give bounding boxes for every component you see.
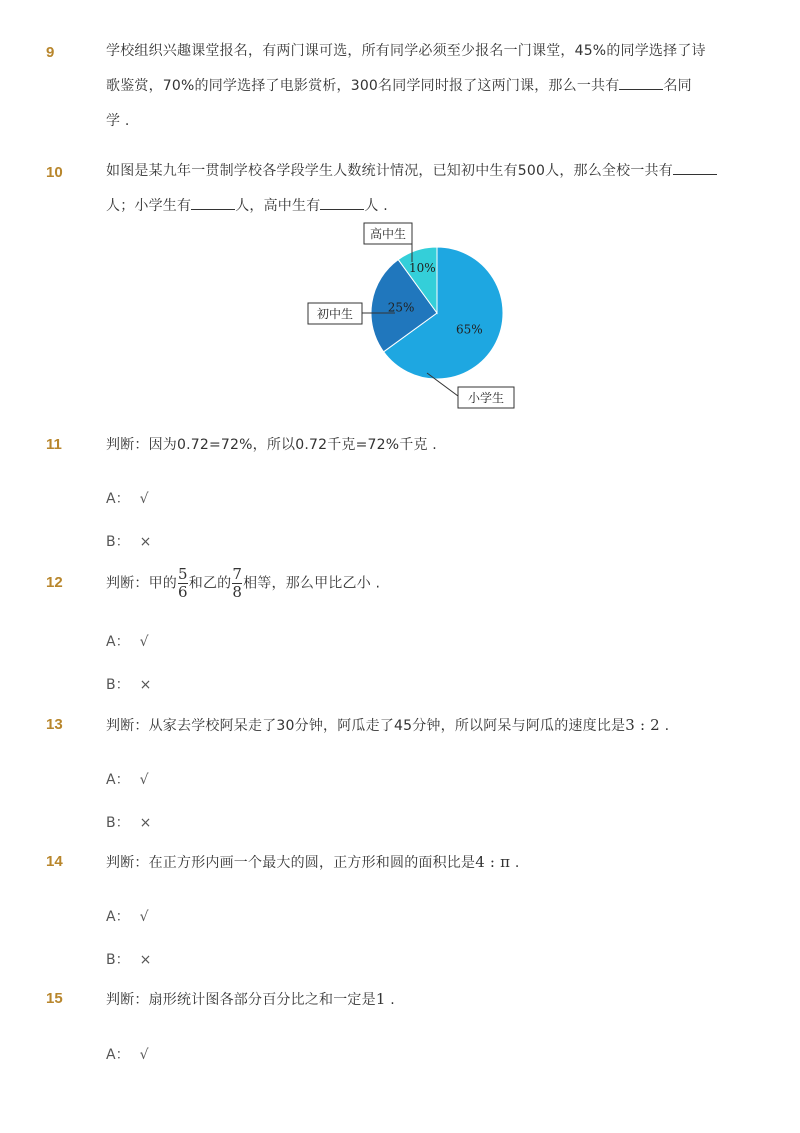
question-number: 12: [46, 574, 63, 591]
check-icon: √: [139, 772, 149, 788]
option-a[interactable]: [106, 488, 149, 508]
pie-value-label: 25%: [387, 300, 415, 315]
cross-icon: ×: [139, 677, 152, 693]
option-label: A：: [106, 772, 130, 788]
pie-value-label: 65%: [455, 322, 483, 337]
pie-value-label: 10%: [408, 260, 436, 275]
answer-blank[interactable]: [673, 160, 717, 175]
question-text-part: 判断：甲的: [106, 575, 177, 592]
fraction-denominator: 6: [178, 583, 188, 601]
question-text-part: 人，高中生有: [235, 198, 321, 214]
option-label: A：: [106, 491, 130, 507]
option-b[interactable]: [106, 531, 151, 551]
pie-category-label: 初中生: [316, 307, 354, 321]
question-number: 10: [46, 164, 63, 181]
answer-blank[interactable]: [191, 195, 235, 210]
pie-category-label: 小学生: [467, 391, 505, 405]
question-text-part: 相等，那么甲比乙小 .: [243, 575, 381, 592]
question-number: 14: [46, 853, 63, 870]
question-text-part: .: [659, 718, 670, 734]
option-a[interactable]: [106, 1044, 149, 1064]
option-a[interactable]: [106, 906, 149, 926]
question-line: [106, 154, 726, 189]
option-label: B：: [106, 677, 130, 693]
question-text: [106, 154, 726, 224]
option-label: B：: [106, 815, 130, 831]
option-a[interactable]: [106, 769, 149, 789]
answer-blank[interactable]: [619, 75, 663, 90]
math-expression: 1: [375, 990, 386, 1008]
answer-blank[interactable]: [320, 195, 364, 210]
cross-icon: ×: [139, 534, 152, 550]
question-text: [106, 708, 726, 744]
option-a[interactable]: [106, 631, 149, 651]
check-icon: √: [139, 1047, 149, 1063]
fraction: [232, 566, 242, 601]
question-text-part: .: [385, 992, 395, 1008]
option-b[interactable]: [106, 674, 151, 694]
fraction-denominator: 8: [232, 583, 243, 601]
option-label: A：: [106, 909, 130, 925]
option-label: A：: [106, 1047, 130, 1063]
question-text-part: 和乙的: [188, 575, 232, 592]
option-label: B：: [106, 534, 130, 550]
cross-icon: ×: [139, 815, 152, 831]
fraction: [178, 566, 188, 601]
option-b[interactable]: [106, 812, 151, 832]
question-number: 15: [46, 990, 63, 1007]
question-text-part: 判断：扇形统计图各部分百分比之和一定是: [106, 992, 376, 1008]
question-text: [106, 982, 726, 1018]
cross-icon: ×: [139, 952, 152, 968]
pie-category-label: 高中生: [369, 227, 407, 241]
question-text-part: 人 .: [364, 198, 388, 214]
math-expression: 3 : 2: [625, 716, 660, 734]
question-number: 9: [46, 44, 55, 61]
question-text-part: 人；小学生有: [106, 198, 192, 214]
fraction-numerator: 7: [232, 565, 243, 583]
check-icon: √: [139, 491, 149, 507]
question-text-part: 判断：从家去学校阿呆走了30分钟，阿瓜走了45分钟，所以阿呆与阿瓜的速度比是: [106, 718, 626, 734]
question-text: [106, 845, 726, 881]
check-icon: √: [139, 634, 149, 650]
question-text-part: 判断：在正方形内画一个最大的圆，正方形和圆的面积比是: [106, 855, 476, 871]
question-text-part: 歌鉴赏，70%的同学选择了电影赏析，300名同学同时报了这两门课，那么一共有: [106, 78, 620, 94]
question-text: [106, 566, 726, 601]
question-text-part: 名同: [663, 78, 692, 94]
question-text-part: .: [510, 855, 520, 871]
check-icon: √: [139, 909, 149, 925]
option-b[interactable]: [106, 949, 151, 969]
question-text-part: 如图是某九年一贯制学校各学段学生人数统计情况，已知初中生有500人，那么全校一共有: [106, 163, 673, 179]
question-line: 学校组织兴趣课堂报名，有两门课可选，所有同学必须至少报名一门课堂，45%的同学选择了诗: [106, 43, 706, 59]
option-label: A：: [106, 634, 130, 650]
question-text: 判断：因为0.72=72%，所以0.72千克=72%千克 .: [106, 437, 437, 453]
fraction-numerator: 5: [178, 565, 188, 583]
question-line: 学 .: [106, 113, 130, 129]
math-expression: 4 : π: [475, 853, 511, 871]
pie-chart: [300, 215, 530, 415]
question-text: [106, 34, 726, 139]
question-number: 11: [46, 436, 62, 453]
question-line: [106, 69, 726, 104]
option-label: B：: [106, 952, 130, 968]
question-number: 13: [46, 716, 63, 733]
